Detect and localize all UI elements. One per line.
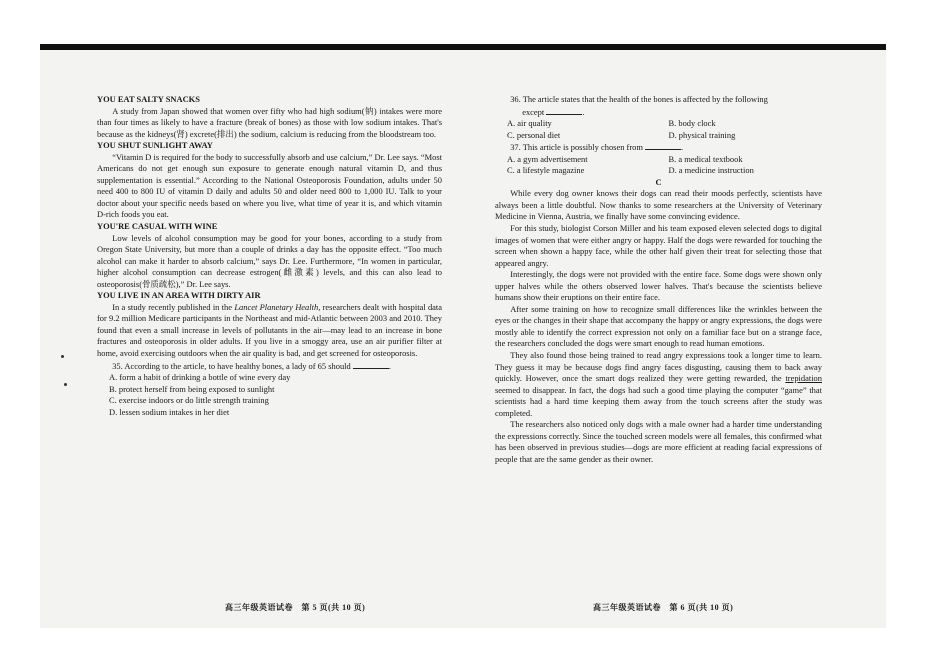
paragraph: The researchers also noticed only dogs with a male owner had a harder time understanding the expressions correctly. Since the touched screen models were all females, this confirmed what has been observed in previous studies—dogs are more efficient at reading facial expressions of people that are the same gender as their owner. [495,419,822,464]
option-d[interactable]: D. physical training [668,129,736,140]
option-d[interactable]: D. a medicine instruction [668,165,754,176]
text: They also found those being trained to read angry expressions took a longer time to learn. They guess it may be because dogs find angry faces disgusting, causing them to back away quickly. However, once the smart dogs realized they were getting rewarded, the [495,350,822,384]
punct: . [582,106,585,117]
question-stem: except [522,106,545,117]
question-36: 36. The article states that the health of the bones is affected by the following [510,94,768,104]
question-36-cont [495,106,822,119]
question-37-options [495,154,822,177]
heading-dirty-air: YOU LIVE IN AN AREA WITH DIRTY AIR [97,290,261,301]
paragraph: After some training on how to recognize small differences like the wrinkles between the eyes or the changes in their shape that accompany the happy or angry expressions, the dogs were mostly able to identify the correct expression not only on a familiar face but on a strange face, the researchers concluded the dogs were smart enough to read human emotions. [495,303,822,349]
option-b[interactable]: B. body clock [668,118,716,129]
paragraph: “Vitamin D is required for the body to successfully absorb and use calcium,” Dr. Lee says. “Most Americans do not get enough sun exposure to generate enough natural vitamin D, and thus supplementation is essential.” According to the National Osteoporosis Foundation, adults under 50 need 400 to 800 IU of vitamin D daily and adults 50 and older need 800 to 1,000 IU. Talk to your doctor about your specific needs based on where you live, what time of year it is, and which vitamin D-rich foods you eat. [97,151,442,220]
option-b[interactable]: B. a medical textbook [668,153,743,164]
footer-page-5: 高三年级英语试卷 第 5 页(共 10 页) [225,603,366,612]
scan-dot [64,383,67,386]
page-6 [495,94,822,466]
paragraph: A study from Japan showed that women over fifty who had high sodium(钠) intakes were more than four times as likely to have a fracture (break of bones) as those with low sodium intakes. That's because as the kidneys(肾) excrete(排出) the sodium, calcium is reducing from the bloodstream too. [97,105,442,139]
question-stem: 37. This article is possibly chosen from [510,142,643,153]
question-35-options [97,372,442,418]
option-c[interactable]: C. a lifestyle magazine [507,165,585,176]
question-37 [495,141,822,154]
punct: . [388,360,391,371]
answer-blank[interactable] [353,360,389,369]
scan-dot [61,355,64,358]
answer-blank[interactable] [546,106,585,117]
question-stem: 35. According to the article, to have healthy bones, a lady of 65 should [112,360,351,371]
underlined-word: trepidation [785,373,822,384]
footer-page-6: 高三年级英语试卷 第 6 页(共 10 页) [593,603,734,612]
text: seemed to disappear. In fact, the dogs had such a good time playing the computer “game” that scientists had a hard time keeping them away from the touch screens after the study was completed. [495,384,822,418]
page-5 [97,94,442,418]
punct: . [681,142,684,153]
option-a[interactable]: A. air quality [507,118,552,129]
paragraph [97,302,442,360]
paragraph: While every dog owner knows their dogs can read their moods perfectly, scientists have always been a little doubtful. Now thanks to some researchers at the University of Veterinary Medicine in Vienna, Austria, we finally have some convincing evidence. [495,188,822,222]
heading-wine: YOU'RE CASUAL WITH WINE [97,221,218,232]
paragraph [495,350,822,419]
option-b[interactable]: B. protect herself from being exposed to sunlight [109,383,275,394]
question-35 [97,360,442,373]
heading-sunlight: YOU SHUT SUNLIGHT AWAY [97,140,213,151]
text: In a study recently published in the [112,301,235,312]
option-a[interactable]: A. a gym advertisement [507,153,588,164]
paragraph: Interestingly, the dogs were not provided with the entire face. Some dogs were shown only upper halves while the others observed lower halves. That's because the scientists believe humans show their eruptions on their entire face. [495,269,822,303]
option-c[interactable]: C. personal diet [507,129,561,140]
exam-sheet [40,50,886,628]
journal-title: Lancet Planetary Health [234,301,319,312]
option-c[interactable]: C. exercise indoors or do little strength training [109,395,269,406]
paragraph: Low levels of alcohol consumption may be good for your bones, according to a study from Oregon State University, but more than a couple of drinks a day has the opposite effect. “Too much alcohol can make it harder to absorb calcium,” says Dr. Lee. Furthermore, “In women in particular, higher alcohol consumption can decrease estrogen(雌激素) levels, and this can also lead to osteoporosis(骨质疏松),” Dr. Lee says. [97,232,442,289]
text: , researchers dealt with hospital data for 9.2 million Medicare participants in the Northeast and mid-Atlantic between 2003 and 2010. They found that even a small increase in levels of pollutants in the air—may lead to an increase in bone fractures and osteoporosis in older adults. If you live in a smoggy area, use an air purifier filter at home, avoid exercising outdoors when the air quality is bad, and get screened for osteoporosis. [97,301,442,359]
option-a[interactable]: A. form a habit of drinking a bottle of wine every day [109,372,291,383]
option-d[interactable]: D. lessen sodium intakes in her diet [109,406,230,417]
section-label: C [655,176,662,187]
heading-salty-snacks: YOU EAT SALTY SNACKS [97,94,200,104]
question-36-options [495,118,822,141]
paragraph: For this study, biologist Corson Miller and his team exposed eleven selected dogs to digital images of women that were either angry or happy. Half the dogs were rewarded for touching the screen when shown a happy face, while the other half given their treat for selecting those that appeared angry. [495,223,822,268]
answer-blank[interactable] [645,141,684,153]
